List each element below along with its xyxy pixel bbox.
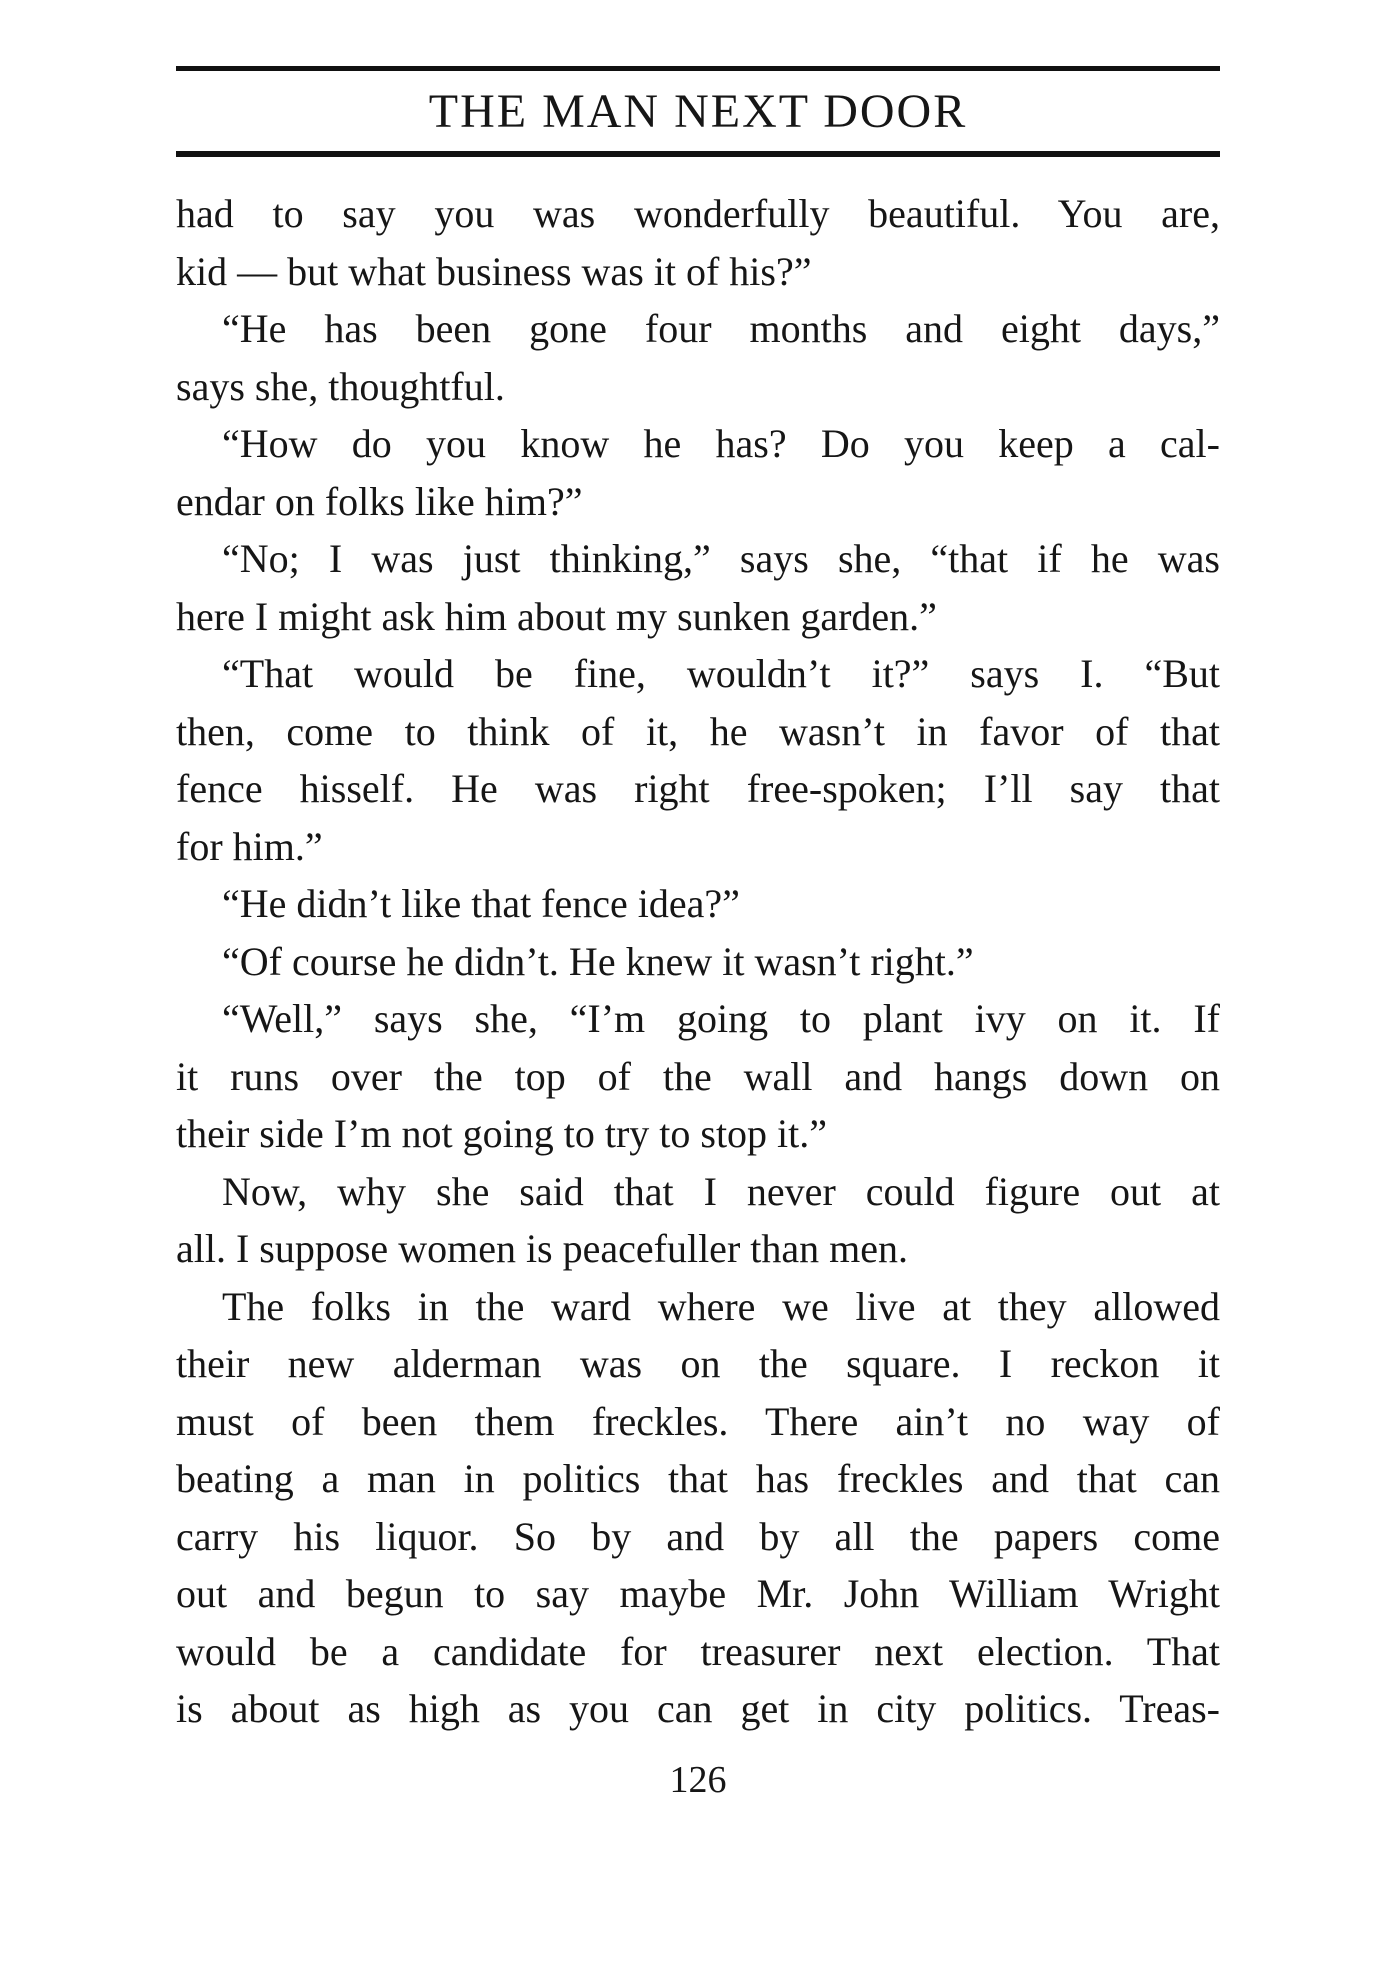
text-line: “That would be fine, wouldn’t it?” says I. “But <box>222 651 1220 696</box>
text-line: kid — but what business was it of his?” <box>176 248 812 294</box>
text-line: had to say you was wonderfully beautiful. You are, <box>176 191 1220 236</box>
text-line: all. I suppose women is peacefuller than men. <box>176 1226 908 1271</box>
text-line: “He didn’t like that fence idea?” <box>222 881 740 926</box>
text-line: their side I’m not going to try to stop it.” <box>176 1111 828 1156</box>
text-line: their new alderman was on the square. I reckon it <box>176 1341 1220 1386</box>
text-line: carry his liquor. So by and by all the papers come <box>176 1513 1220 1559</box>
header-rule-bottom <box>176 151 1220 157</box>
text-line: beating a man in politics that has freckles and that can <box>176 1456 1220 1501</box>
text-line: The folks in the ward where we live at they allowed <box>222 1283 1220 1329</box>
text-line: “How do you know he has? Do you keep a cal- <box>222 421 1220 466</box>
text-line: fence hisself. He was right free-spoken; I’ll say that <box>176 766 1220 811</box>
text-line: Now, why she said that I never could figure out at <box>222 1168 1220 1214</box>
header-rule-top <box>176 66 1220 71</box>
running-title: THE MAN NEXT DOOR <box>428 85 968 138</box>
text-line: for him.” <box>176 823 323 869</box>
text-line: says she, thoughtful. <box>176 363 505 409</box>
text-line: then, come to think of it, he wasn’t in favor of that <box>176 708 1220 754</box>
text-line: here I might ask him about my sunken garden.” <box>176 593 937 639</box>
text-line: “No; I was just thinking,” says she, “that if he was <box>222 536 1220 581</box>
text-line: it runs over the top of the wall and hangs down on <box>176 1053 1220 1099</box>
text-line: out and begun to say maybe Mr. John William Wright <box>176 1571 1220 1616</box>
page-number: 126 <box>669 1759 727 1801</box>
text-line: must of been them freckles. There ain’t no way of <box>176 1398 1220 1444</box>
text-line: “He has been gone four months and eight days,” <box>222 306 1220 351</box>
text-line: “Well,” says she, “I’m going to plant ivy on it. If <box>222 996 1220 1041</box>
text-line: would be a candidate for treasurer next election. That <box>176 1628 1220 1674</box>
body-text <box>176 185 1220 1738</box>
text-line: endar on folks like him?” <box>176 478 583 524</box>
text-line: “Of course he didn’t. He knew it wasn’t right.” <box>222 938 974 984</box>
text-line: is about as high as you can get in city politics. Treas- <box>176 1686 1220 1731</box>
